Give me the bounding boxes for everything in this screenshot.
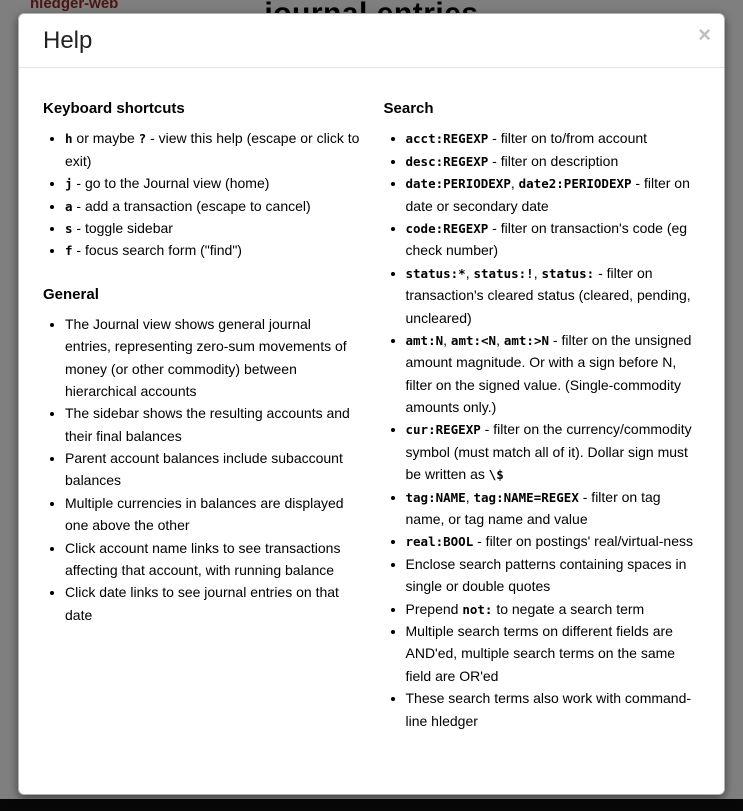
inline-text: - go to the Journal view (home): [72, 175, 270, 192]
inline-text: - filter on transaction's code (eg check number): [405, 219, 688, 259]
inline-text: ,: [533, 264, 542, 281]
list-item: [406, 262, 701, 329]
inline-text: Enclose search patterns containing spaces in single or double quotes: [405, 555, 687, 595]
list-item: [65, 239, 360, 261]
list-item: [406, 150, 701, 172]
list-item: [65, 402, 360, 447]
inline-text: - filter on date or secondary date: [405, 175, 690, 214]
inline-code: amt:>N: [503, 332, 550, 348]
inline-code: real:BOOL: [405, 534, 474, 550]
inline-code: date2:PERIODEXP: [518, 176, 632, 192]
inline-text: - focus search form ("find"): [72, 242, 242, 259]
modal-header: [19, 14, 724, 68]
list-item: [406, 127, 701, 149]
section-list: [384, 127, 701, 732]
section-list: [43, 127, 360, 261]
help-column-right: [384, 76, 701, 732]
list-item: [406, 530, 701, 552]
inline-code: date:PERIODEXP: [405, 176, 511, 192]
inline-text: These search terms also work with command-line hledger: [405, 690, 692, 729]
help-column-left: [43, 76, 360, 732]
help-modal: [18, 13, 725, 795]
inline-text: Parent account balances include subaccount balances: [65, 450, 343, 489]
inline-text: - filter on tag name, or tag name and value: [405, 488, 661, 528]
list-item: [65, 447, 360, 492]
inline-text: ,: [465, 264, 474, 281]
inline-text: - add a transaction (escape to cancel): [72, 197, 311, 214]
section-list: [43, 313, 360, 626]
inline-text: - filter on description: [488, 152, 619, 169]
list-item: [65, 172, 360, 194]
list-item: [406, 553, 701, 598]
modal-title: Help: [43, 27, 93, 54]
list-item: [65, 492, 360, 537]
inline-text: ,: [510, 175, 519, 192]
inline-text: The sidebar shows the resulting accounts and their final balances: [65, 405, 350, 444]
inline-code: desc:REGEXP: [405, 153, 489, 169]
inline-text: ,: [443, 331, 451, 348]
inline-text: or maybe: [72, 130, 139, 147]
list-item: [65, 581, 360, 626]
inline-code: status:: [541, 265, 595, 281]
inline-text: - filter on transaction's cleared status (cleared, pending, uncleared): [405, 264, 691, 326]
inline-code: \$: [488, 467, 504, 483]
section-heading: General: [43, 285, 99, 303]
list-item: [406, 217, 701, 262]
list-item: [406, 598, 701, 620]
list-item: [65, 127, 360, 172]
inline-code: code:REGEXP: [405, 220, 489, 236]
list-item: [65, 537, 360, 582]
list-item: [65, 217, 360, 239]
inline-code: status:*: [405, 265, 466, 281]
list-item: [406, 418, 701, 485]
modal-body: [19, 68, 724, 758]
inline-code: not:: [462, 601, 493, 617]
section-heading: Keyboard shortcuts: [43, 100, 185, 118]
inline-text: - filter on postings' real/virtual-ness: [473, 533, 693, 550]
list-item: [406, 172, 701, 217]
inline-text: ,: [496, 331, 504, 348]
inline-code: ?: [138, 131, 147, 147]
inline-code: tag:NAME: [405, 489, 466, 505]
inline-text: ,: [465, 488, 474, 505]
inline-text: Multiple currencies in balances are displayed one above the other: [65, 494, 344, 534]
section-heading: Search: [383, 100, 434, 118]
list-item: [406, 620, 701, 687]
list-item: [406, 329, 701, 419]
inline-text: to negate a search term: [492, 600, 645, 617]
list-item: [406, 687, 701, 732]
inline-text: - filter on the currency/commodity symbol (must match all of it). Dollar sign must be written as: [405, 421, 692, 483]
inline-code: s: [65, 220, 73, 236]
list-item: [65, 313, 360, 403]
inline-text: Prepend: [405, 600, 463, 617]
inline-text: Multiple search terms on different fields are AND'ed, multiple search terms on the same field are OR'ed: [405, 622, 676, 684]
close-icon[interactable]: ×: [698, 22, 711, 47]
inline-code: amt:N: [405, 332, 444, 348]
inline-code: cur:REGEXP: [405, 422, 481, 438]
inline-code: a: [65, 198, 73, 214]
inline-text: - toggle sidebar: [72, 219, 173, 236]
inline-code: j: [65, 176, 73, 192]
inline-code: h: [65, 131, 73, 147]
inline-text: - view this help (escape or click to exit): [65, 130, 360, 169]
inline-text: Click date links to see journal entries on that date: [65, 584, 339, 623]
inline-text: - filter on to/from account: [488, 130, 648, 147]
list-item: [406, 486, 701, 531]
list-item: [65, 195, 360, 217]
inline-text: Click account name links to see transactions affecting that account, with running balance: [65, 539, 341, 579]
inline-code: acct:REGEXP: [405, 131, 489, 147]
inline-text: - filter on the unsigned amount magnitude. Or with a sign before N, filter on the signed value. (Single-commodity amounts only.): [405, 331, 692, 416]
inline-code: status:!: [473, 265, 534, 281]
inline-code: f: [65, 243, 73, 259]
inline-code: tag:NAME=REGEX: [473, 489, 579, 505]
inline-code: amt:<N: [450, 332, 497, 348]
inline-text: The Journal view shows general journal entries, representing zero-sum movements of money (or other commodity) between hierarchical accounts: [65, 315, 347, 399]
